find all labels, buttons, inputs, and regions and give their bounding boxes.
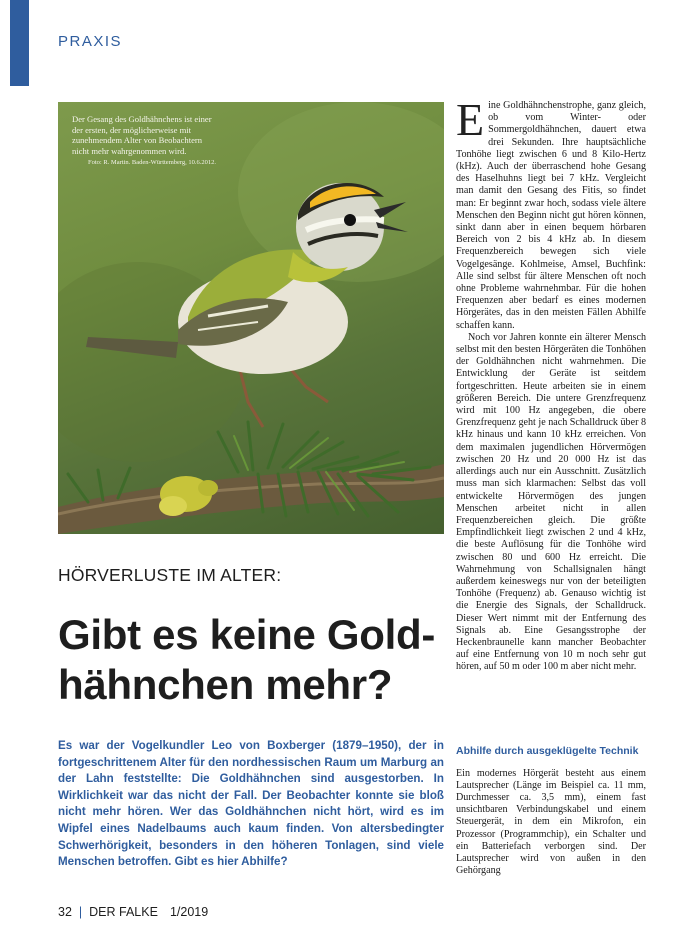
body-paragraph-1: ine Goldhähnchenstrophe, ganz gleich, ob vom Winter- oder Sommergoldhähnchen, dauert etwa drei Sekunden. Ihre hauptsächliche Tonhöhe liegt zwischen 6 und 8 Kilo-Hertz (kHz). Auch der überraschend hohe Gesang des Haselhuhns liegt bei 7 kHz. Vergleicht man damit den Gesang des Fitis, so findet man: Er beginnt zwar hoch, sodass viele ältere Menschen den Beginn nicht gut hören können, sinkt dann aber in einen bequem hörbaren Bereich von 2 bis 4 kHz ab. In diesem Frequenzbereich bewegen sich viele Vogelgesänge. Kohlmeise, Amsel, Buchfink: Alle sind selbst für ältere Menschen oft noch ohne Probleme wahrnehmbar. Für die hohen Frequenzen aber bedarf es eines modernen Hörgerätes, das in den meisten Fällen Abhilfe schaffen kann. bbox=[456, 100, 646, 331]
article-lead: Es war der Vogelkundler Leo von Boxberger (1879–1950), der in fortgeschrittenem Alter für den nordhessischen Raum um Marburg an der Lahn feststellte: Die Goldhähnchen sind ausgestorben. In Wirklichkeit war das nicht der Fall. Der Beobachter konnte sie bloß nicht mehr hören. Wer das Goldhähnchen nicht hört, wird es im Wipfel eines Nadelbaums auch kaum finden. Von altersbedingter Schwerhörigkeit, besonders in den höheren Tonlagen, sind viele Menschen betroffen. Gibt es hier Abhilfe? bbox=[58, 739, 444, 869]
body-column-text bbox=[456, 94, 647, 674]
photo-credit: Foto: R. Martin. Baden-Württemberg, 10.6.2012. bbox=[88, 159, 217, 167]
page-number: 32 bbox=[58, 905, 72, 919]
subheading: Abhilfe durch ausgeklügelte Technik bbox=[456, 745, 639, 757]
magazine-name: DER FALKE bbox=[89, 905, 158, 919]
article-headline: Gibt es keine Gold- hähnchen mehr? bbox=[58, 611, 436, 708]
goldcrest-photo bbox=[58, 102, 444, 534]
body-column-section bbox=[456, 745, 646, 877]
page-footer bbox=[58, 905, 208, 919]
footer-separator: | bbox=[78, 905, 83, 919]
drop-cap: E bbox=[456, 94, 485, 145]
photo-caption: Der Gesang des Goldhähnchens ist einer der ersten, der möglicherweise mit zunehmendem Alter von Beobachtern nicht mehr wahrgenommen wird. Foto: R. Martin. Baden-Württemberg, 10.6.2012. bbox=[72, 114, 220, 167]
section-label: PRAXIS bbox=[58, 33, 123, 50]
body-paragraph-3: Ein modernes Hörgerät besteht aus einem Lautsprecher (Länge im Beispiel ca. 11 mm, Durchmesser ca. 3,5 mm), einem fast unsichtbaren Verbindungskabel und einem Steuergerät, in dem ein Mikrofon, ein Prozessor (Programmchip), ein Schalter und ein Batteriefach verborgen sind. Der Lautsprecher wird von außen in den Gehörgang bbox=[456, 767, 646, 877]
article-kicker: HÖRVERLUSTE IM ALTER: bbox=[58, 565, 282, 585]
section-color-bar bbox=[10, 0, 29, 86]
body-paragraph-2: Noch vor Jahren konnte ein älterer Mensch selbst mit den besten Hörgeräten die Tonhöhen der Goldhähnchen nicht wahrnehmen. Die Entwicklung der Geräte ist seitdem fortgeschritten. Heute arbeiten sie in einem größeren Bereich. Die untere Grenzfrequenz wird mit 100 Hz angegeben, die obere Grenzfrequenz geht je nach Schalldruck über 8 kHz hinaus und kann 10 kHz erreichen. Von dem maximalen jugendlichen Hörvermögen zwischen 20 Hz und 20 000 Hz ist das allerdings auch nur ein Ausschnitt. Zusätzlich muss man sich klarmachen: Selbst das voll entwickelte Hörvermögen des jungen Menschen arbeitet nicht in allen Frequenzbereichen gleich. Die größte Empfindlichkeit liegt zwischen 2 und 4 kHz, die beste Auflösung für die Tonhöhe wird zwischen 80 und 600 Hz erreicht. Die Wahrnehmung von Schallsignalen hängt außerdem keineswegs nur von der beteiligten Tonhöhe (Frequenz) ab. Genauso wichtig ist die Energie des Signals, der Schalldruck. Dieser Wert nimmt mit der Entfernung des Signals ab. Eine Gesangsstrophe der Heckenbraunelle kann mancher Beobachter auf eine Entfernung von 10 m noch sehr gut hören, auf 50 m oder 100 m aber nicht mehr. bbox=[456, 331, 647, 673]
issue-number: 1/2019 bbox=[169, 905, 209, 919]
